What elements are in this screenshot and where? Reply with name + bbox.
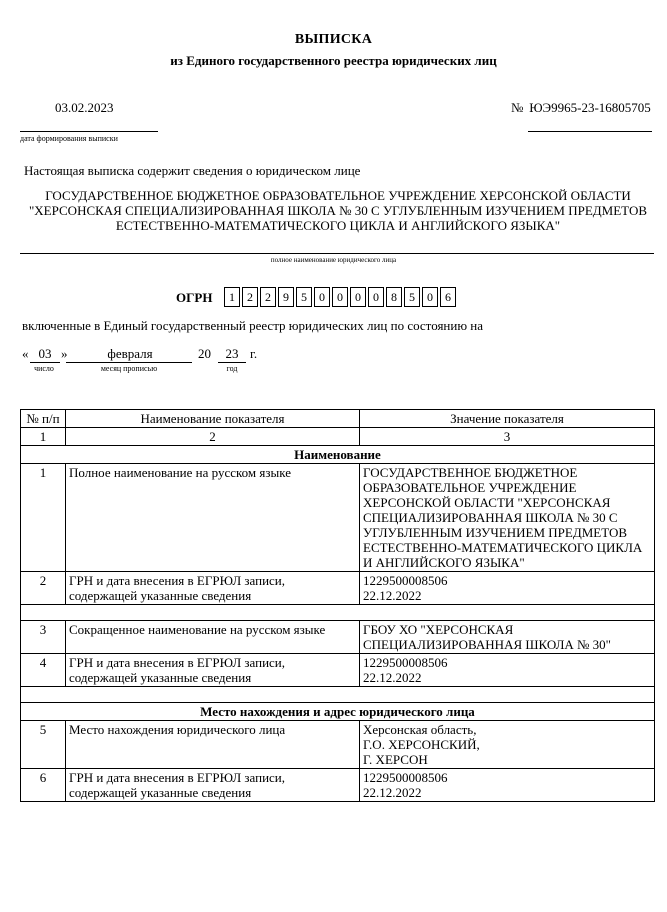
col-number: 2 xyxy=(66,428,360,446)
document-subtitle: из Единого государственного реестра юридических лиц xyxy=(170,53,497,68)
section-row xyxy=(21,446,655,464)
ogrn-digit: 2 xyxy=(242,287,258,307)
grn-date: 22.12.2022 xyxy=(363,588,422,603)
year-caption: год xyxy=(226,364,238,373)
ogrn-digit: 0 xyxy=(332,287,348,307)
row-value xyxy=(360,769,655,802)
table-header-row xyxy=(21,410,655,428)
year-unit: г. xyxy=(250,346,258,361)
table-row xyxy=(21,721,655,769)
spacer-row xyxy=(21,605,655,621)
row-number: 2 xyxy=(21,572,66,605)
row-number: 3 xyxy=(21,621,66,654)
year-underline xyxy=(218,362,246,363)
ogrn-digit: 6 xyxy=(440,287,456,307)
header-indicator-name: Наименование показателя xyxy=(66,410,360,428)
ogrn-digit: 2 xyxy=(260,287,276,307)
state-day: 03 xyxy=(38,346,52,361)
col-number: 3 xyxy=(360,428,655,446)
day-caption: число xyxy=(34,364,54,373)
ogrn-digit: 8 xyxy=(386,287,402,307)
row-indicator: Сокращенное наименование на русском языке xyxy=(66,621,360,654)
number-underline xyxy=(528,131,652,132)
row-indicator: Полное наименование на русском языке xyxy=(66,464,360,572)
header-indicator-value: Значение показателя xyxy=(360,410,655,428)
section-row xyxy=(21,703,655,721)
address-district: Г.О. ХЕРСОНСКИЙ, xyxy=(363,737,480,752)
ogrn-label: ОГРН xyxy=(176,290,213,305)
ogrn-digit: 0 xyxy=(368,287,384,307)
row-value xyxy=(360,721,655,769)
month-caption: месяц прописью xyxy=(100,364,158,373)
table-row xyxy=(21,621,655,654)
ogrn-digit-boxes xyxy=(224,287,458,307)
row-value xyxy=(360,654,655,687)
day-underline xyxy=(30,362,60,363)
grn-number: 1229500008506 xyxy=(363,655,448,670)
ogrn-digit: 9 xyxy=(278,287,294,307)
col-number: 1 xyxy=(21,428,66,446)
organization-full-name: ГОСУДАРСТВЕННОЕ БЮДЖЕТНОЕ ОБРАЗОВАТЕЛЬНОЕ УЧРЕЖДЕНИЕ ХЕРСОНСКОЙ ОБЛАСТИ "ХЕРСОНСКАЯ СПЕЦИАЛИЗИРОВАННАЯ ШКОЛА № 30 С УГЛУБЛЕННЫМ ИЗУЧЕНИЕМ ПРЕДМЕТОВ ЕСТЕСТВЕННО-МАТЕМАТИЧЕСКОГО ЦИКЛА И АНГЛИЙСКОГО ЯЗЫКА" xyxy=(28,188,647,233)
ogrn-digit: 5 xyxy=(404,287,420,307)
grn-date: 22.12.2022 xyxy=(363,670,422,685)
row-indicator: ГРН и дата внесения в ЕГРЮЛ записи, содержащей указанные сведения xyxy=(66,572,360,605)
table-row xyxy=(21,654,655,687)
row-indicator: ГРН и дата внесения в ЕГРЮЛ записи, содержащей указанные сведения xyxy=(66,654,360,687)
column-number-row xyxy=(21,428,655,446)
formation-date-caption: дата формирования выписки xyxy=(20,134,118,143)
included-text: включенные в Единый государственный реестр юридических лиц по состоянию на xyxy=(22,318,484,333)
table-row xyxy=(21,769,655,802)
month-underline xyxy=(66,362,192,363)
extract-number: ЮЭ9965-23-16805705 xyxy=(529,100,651,115)
grn-number: 1229500008506 xyxy=(363,573,448,588)
row-number: 5 xyxy=(21,721,66,769)
spacer-row xyxy=(21,687,655,703)
close-quote: » xyxy=(61,346,68,361)
table-row xyxy=(21,464,655,572)
section-title-address: Место нахождения и адрес юридического лица xyxy=(21,703,655,721)
intro-text: Настоящая выписка содержит сведения о юридическом лице xyxy=(24,163,361,178)
grn-number: 1229500008506 xyxy=(363,770,448,785)
ogrn-digit: 5 xyxy=(296,287,312,307)
year-suffix: 23 xyxy=(225,346,239,361)
state-month: февраля xyxy=(107,346,153,361)
number-sign: № xyxy=(511,100,524,115)
org-name-underline xyxy=(20,253,654,254)
grn-date: 22.12.2022 xyxy=(363,785,422,800)
row-value xyxy=(360,572,655,605)
ogrn-digit: 1 xyxy=(224,287,240,307)
ogrn-digit: 0 xyxy=(314,287,330,307)
header-number: № п/п xyxy=(21,410,66,428)
row-value: ГБОУ ХО "ХЕРСОНСКАЯ СПЕЦИАЛИЗИРОВАННАЯ ШКОЛА № 30" xyxy=(360,621,655,654)
org-name-caption: полное наименование юридического лица xyxy=(270,256,397,264)
formation-date: 03.02.2023 xyxy=(55,100,114,115)
row-number: 1 xyxy=(21,464,66,572)
register-table xyxy=(20,409,655,802)
document-title: ВЫПИСКА xyxy=(294,32,373,47)
address-city: Г. ХЕРСОН xyxy=(363,752,428,767)
year-prefix: 20 xyxy=(198,346,211,361)
row-number: 4 xyxy=(21,654,66,687)
table-row xyxy=(21,572,655,605)
ogrn-digit: 0 xyxy=(422,287,438,307)
open-quote: « xyxy=(22,346,29,361)
date-underline xyxy=(20,131,158,132)
ogrn-digit: 0 xyxy=(350,287,366,307)
row-indicator: Место нахождения юридического лица xyxy=(66,721,360,769)
row-number: 6 xyxy=(21,769,66,802)
address-region: Херсонская область, xyxy=(363,722,477,737)
section-title-name: Наименование xyxy=(21,446,655,464)
row-value: ГОСУДАРСТВЕННОЕ БЮДЖЕТНОЕ ОБРАЗОВАТЕЛЬНОЕ УЧРЕЖДЕНИЕ ХЕРСОНСКОЙ ОБЛАСТИ "ХЕРСОНСКАЯ СПЕЦИАЛИЗИРОВАННАЯ ШКОЛА № 30 С УГЛУБЛЕННЫМ ИЗУЧЕНИЕМ ПРЕДМЕТОВ ЕСТЕСТВЕННО-МАТЕМАТИЧЕСКОГО ЦИКЛА И АНГЛИЙСКОГО ЯЗЫКА" xyxy=(360,464,655,572)
row-indicator: ГРН и дата внесения в ЕГРЮЛ записи, содержащей указанные сведения xyxy=(66,769,360,802)
